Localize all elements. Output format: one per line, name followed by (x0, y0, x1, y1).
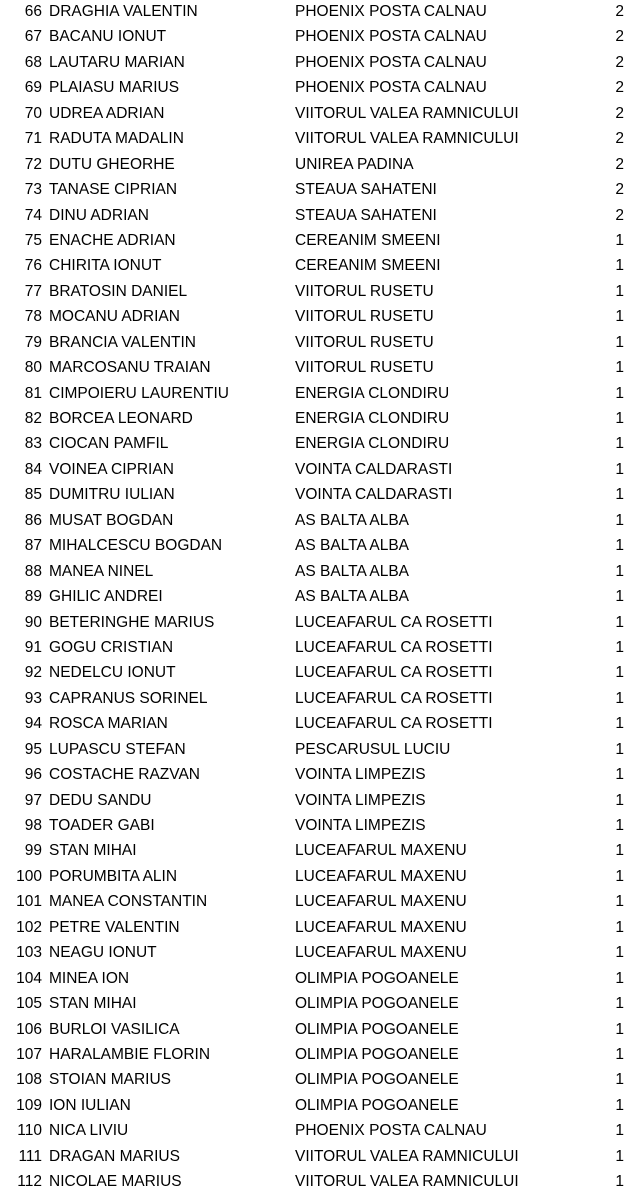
player-name: BETERINGHE MARIUS (49, 613, 215, 631)
club-name: LUCEAFARUL CA ROSETTI (295, 613, 493, 631)
row-number: 111 (18, 1147, 42, 1165)
goals-count: 2 (615, 3, 624, 20)
club-name: CEREANIM SMEENI (295, 257, 441, 275)
row-number: 110 (17, 1122, 42, 1140)
club-name: AS BALTA ALBA (295, 588, 410, 606)
row-number: 106 (16, 1020, 42, 1038)
player-name: MIHALCESCU BOGDAN (49, 537, 223, 555)
club-name: PHOENIX POSTA CALNAU (295, 3, 487, 20)
table-row (0, 24, 634, 49)
row-number: 99 (24, 842, 42, 860)
table-row (0, 0, 634, 24)
row-number: 103 (16, 944, 42, 962)
goals-count: 1 (615, 918, 624, 936)
goals-count: 1 (615, 995, 624, 1013)
player-name: STAN MIHAI (49, 995, 137, 1013)
row-number: 89 (24, 588, 42, 606)
table-row (0, 635, 634, 660)
table-row (0, 152, 634, 177)
row-number: 100 (16, 867, 42, 885)
table-row (0, 457, 634, 482)
club-name: VOINTA LIMPEZIS (295, 791, 426, 809)
table-row (0, 686, 634, 711)
club-name: OLIMPIA POGOANELE (295, 1045, 459, 1063)
row-number: 70 (24, 104, 42, 122)
player-name: TOADER GABI (49, 817, 155, 834)
player-name: PORUMBITA ALIN (49, 867, 178, 885)
table-row (0, 304, 634, 329)
table-row (0, 1093, 634, 1118)
player-name: DRAGHIA VALENTIN (49, 3, 198, 20)
club-name: PESCARUSUL LUCIU (295, 740, 451, 758)
table-row (0, 788, 634, 813)
table-row (0, 838, 634, 863)
player-name: RADUTA MADALIN (49, 130, 184, 148)
player-name: LAUTARU MARIAN (49, 53, 185, 71)
goals-count: 1 (615, 842, 624, 860)
row-number: 91 (24, 638, 42, 656)
club-name: ENERGIA CLONDIRU (295, 410, 450, 427)
goals-count: 1 (615, 1045, 624, 1063)
player-name: BACANU IONUT (49, 28, 167, 46)
table-row (0, 762, 634, 787)
row-number: 68 (24, 53, 42, 71)
goals-count: 2 (615, 79, 624, 97)
goals-count: 1 (615, 664, 624, 682)
goals-count: 1 (615, 486, 624, 504)
table-row (0, 253, 634, 278)
table-row (0, 915, 634, 940)
goals-count: 1 (615, 638, 624, 656)
club-name: VOINTA LIMPEZIS (295, 817, 426, 834)
goals-count: 1 (615, 231, 624, 249)
club-name: VIITORUL RUSETU (295, 333, 434, 351)
club-name: VIITORUL RUSETU (295, 359, 434, 377)
table-row (0, 711, 634, 736)
player-name: ROSCA MARIAN (49, 715, 168, 733)
goals-count: 1 (615, 1147, 624, 1165)
goals-count: 1 (615, 1020, 624, 1038)
player-name: CIMPOIERU LAURENTIU (49, 384, 229, 402)
row-number: 97 (24, 791, 42, 809)
table-row (0, 406, 634, 431)
row-number: 86 (24, 511, 42, 529)
table-row (0, 355, 634, 380)
player-name: BRANCIA VALENTIN (49, 333, 197, 351)
table-row (0, 610, 634, 635)
table-row (0, 1067, 634, 1092)
row-number: 66 (24, 3, 42, 20)
club-name: VOINTA CALDARASTI (295, 460, 453, 478)
row-number: 101 (16, 893, 42, 911)
club-name: VIITORUL VALEA RAMNICULUI (295, 1173, 519, 1191)
goals-count: 1 (615, 766, 624, 784)
goals-count: 1 (615, 384, 624, 402)
row-number: 72 (24, 155, 42, 173)
goals-count: 1 (615, 969, 624, 987)
goals-count: 1 (615, 511, 624, 529)
club-name: PHOENIX POSTA CALNAU (295, 1122, 487, 1140)
club-name: LUCEAFARUL CA ROSETTI (295, 664, 493, 682)
goals-count: 1 (615, 435, 624, 453)
table-row (0, 508, 634, 533)
club-name: LUCEAFARUL MAXENU (295, 842, 467, 860)
row-number: 92 (24, 664, 42, 682)
goals-count: 1 (615, 282, 624, 300)
row-number: 95 (24, 740, 42, 758)
goals-count: 1 (615, 893, 624, 911)
row-number: 77 (24, 282, 42, 300)
goals-count: 2 (615, 53, 624, 71)
player-name: DINU ADRIAN (49, 206, 149, 224)
club-name: LUCEAFARUL MAXENU (295, 867, 467, 885)
club-name: OLIMPIA POGOANELE (295, 1096, 459, 1114)
table-row (0, 279, 634, 304)
player-name: MANEA NINEL (49, 562, 154, 580)
table-row (0, 889, 634, 914)
row-number: 105 (16, 995, 42, 1013)
club-name: VIITORUL VALEA RAMNICULUI (295, 1147, 519, 1165)
player-name: ENACHE ADRIAN (49, 231, 176, 249)
table-row (0, 940, 634, 965)
club-name: LUCEAFARUL CA ROSETTI (295, 715, 493, 733)
table-row (0, 864, 634, 889)
goals-count: 2 (615, 206, 624, 224)
club-name: VIITORUL VALEA RAMNICULUI (295, 104, 519, 122)
row-number: 90 (24, 613, 42, 631)
player-name: BORCEA LEONARD (49, 410, 193, 427)
club-name: OLIMPIA POGOANELE (295, 1020, 459, 1038)
table-row (0, 1017, 634, 1042)
row-number: 80 (24, 359, 42, 377)
player-name: MARCOSANU TRAIAN (49, 359, 211, 377)
goals-count: 2 (615, 181, 624, 199)
club-name: PHOENIX POSTA CALNAU (295, 79, 487, 97)
table-row (0, 101, 634, 126)
player-name: GHILIC ANDREI (49, 588, 163, 606)
player-name: DRAGAN MARIUS (49, 1147, 180, 1165)
table-row (0, 228, 634, 253)
row-number: 102 (16, 918, 42, 936)
player-name: NEDELCU IONUT (49, 664, 176, 682)
goals-count: 2 (615, 130, 624, 148)
row-number: 87 (24, 537, 42, 555)
row-number: 104 (16, 969, 42, 987)
table-row (0, 966, 634, 991)
goals-count: 2 (615, 104, 624, 122)
goals-count: 1 (615, 1173, 624, 1191)
row-number: 82 (24, 410, 42, 427)
table-row (0, 991, 634, 1016)
row-number: 81 (24, 384, 42, 402)
player-name: PLAIASU MARIUS (49, 79, 180, 97)
goals-count: 1 (615, 1122, 624, 1140)
player-name: TANASE CIPRIAN (49, 181, 178, 199)
goals-count: 1 (615, 740, 624, 758)
goals-count: 1 (615, 791, 624, 809)
player-name: NICA LIVIU (49, 1122, 129, 1140)
player-name: NEAGU IONUT (49, 944, 157, 962)
row-number: 96 (24, 766, 42, 784)
goals-count: 1 (615, 867, 624, 885)
player-name: DUTU GHEORHE (49, 155, 175, 173)
club-name: ENERGIA CLONDIRU (295, 384, 450, 402)
table-row (0, 1144, 634, 1169)
goals-count: 1 (615, 410, 624, 427)
club-name: LUCEAFARUL CA ROSETTI (295, 689, 493, 707)
table-row (0, 50, 634, 75)
row-number: 84 (24, 460, 42, 478)
club-name: VIITORUL VALEA RAMNICULUI (295, 130, 519, 148)
goals-count: 1 (615, 944, 624, 962)
goals-count: 1 (615, 257, 624, 275)
player-name: LUPASCU STEFAN (49, 740, 186, 758)
table-row (0, 1169, 634, 1194)
row-number: 67 (24, 28, 42, 46)
club-name: AS BALTA ALBA (295, 562, 410, 580)
row-number: 107 (16, 1045, 42, 1063)
table-row (0, 1042, 634, 1067)
player-name: VOINEA CIPRIAN (49, 460, 174, 478)
club-name: VIITORUL RUSETU (295, 308, 434, 326)
club-name: OLIMPIA POGOANELE (295, 969, 459, 987)
club-name: PHOENIX POSTA CALNAU (295, 28, 487, 46)
club-name: STEAUA SAHATENI (295, 206, 437, 224)
club-name: LUCEAFARUL MAXENU (295, 918, 467, 936)
goals-count: 1 (615, 1071, 624, 1089)
table-row (0, 584, 634, 609)
table-row (0, 126, 634, 151)
player-name: MOCANU ADRIAN (49, 308, 180, 326)
table-row (0, 1118, 634, 1143)
goals-count: 1 (615, 537, 624, 555)
club-name: AS BALTA ALBA (295, 511, 410, 529)
goals-count: 2 (615, 28, 624, 46)
player-name: BURLOI VASILICA (49, 1020, 180, 1038)
row-number: 108 (16, 1071, 42, 1089)
row-number: 76 (24, 257, 42, 275)
row-number: 69 (24, 79, 42, 97)
club-name: UNIREA PADINA (295, 155, 414, 173)
goals-count: 1 (615, 1096, 624, 1114)
row-number: 98 (24, 817, 42, 834)
row-number: 83 (24, 435, 42, 453)
table-row (0, 813, 634, 838)
table-row (0, 330, 634, 355)
table-row (0, 533, 634, 558)
table-row (0, 177, 634, 202)
table-row (0, 559, 634, 584)
row-number: 85 (24, 486, 42, 504)
table-row (0, 381, 634, 406)
player-name: HARALAMBIE FLORIN (49, 1045, 211, 1063)
player-name: NICOLAE MARIUS (49, 1173, 182, 1191)
table-row (0, 660, 634, 685)
table-row (0, 431, 634, 456)
goals-count: 1 (615, 460, 624, 478)
table-row (0, 737, 634, 762)
player-name: MINEA ION (49, 969, 130, 987)
row-number: 71 (24, 130, 42, 148)
row-number: 112 (17, 1173, 42, 1191)
player-name: UDREA ADRIAN (49, 104, 165, 122)
goals-count: 2 (615, 155, 624, 173)
player-name: CAPRANUS SORINEL (49, 689, 208, 707)
club-name: PHOENIX POSTA CALNAU (295, 53, 487, 71)
player-name: PETRE VALENTIN (49, 918, 180, 936)
row-number: 78 (24, 308, 42, 326)
goals-count: 1 (615, 359, 624, 377)
player-name: COSTACHE RAZVAN (49, 766, 200, 784)
club-name: CEREANIM SMEENI (295, 231, 441, 249)
club-name: VOINTA CALDARASTI (295, 486, 453, 504)
club-name: VIITORUL RUSETU (295, 282, 434, 300)
row-number: 109 (16, 1096, 42, 1114)
player-name: ION IULIAN (49, 1096, 131, 1114)
row-number: 94 (24, 715, 42, 733)
table-row (0, 75, 634, 100)
goals-count: 1 (615, 689, 624, 707)
goals-count: 1 (615, 613, 624, 631)
row-number: 93 (24, 689, 42, 707)
goals-count: 1 (615, 308, 624, 326)
player-name: STOIAN MARIUS (49, 1071, 172, 1089)
club-name: LUCEAFARUL MAXENU (295, 893, 467, 911)
player-name: BRATOSIN DANIEL (49, 282, 188, 300)
club-name: ENERGIA CLONDIRU (295, 435, 450, 453)
player-name: MUSAT BOGDAN (49, 511, 174, 529)
goals-count: 1 (615, 588, 624, 606)
player-name: DUMITRU IULIAN (49, 486, 175, 504)
row-number: 74 (24, 206, 42, 224)
club-name: VOINTA LIMPEZIS (295, 766, 426, 784)
row-number: 79 (24, 333, 42, 351)
goals-count: 1 (615, 715, 624, 733)
club-name: LUCEAFARUL CA ROSETTI (295, 638, 493, 656)
club-name: STEAUA SAHATENI (295, 181, 437, 199)
player-name: GOGU CRISTIAN (49, 638, 174, 656)
row-number: 88 (24, 562, 42, 580)
goals-count: 1 (615, 817, 624, 834)
goals-count: 1 (615, 562, 624, 580)
row-number: 75 (24, 231, 42, 249)
player-name: CIOCAN PAMFIL (49, 435, 169, 453)
table-row (0, 482, 634, 507)
club-name: OLIMPIA POGOANELE (295, 995, 459, 1013)
player-name: CHIRITA IONUT (49, 257, 162, 275)
club-name: OLIMPIA POGOANELE (295, 1071, 459, 1089)
player-name: DEDU SANDU (49, 791, 152, 809)
player-name: STAN MIHAI (49, 842, 137, 860)
club-name: AS BALTA ALBA (295, 537, 410, 555)
row-number: 73 (24, 181, 42, 199)
club-name: LUCEAFARUL MAXENU (295, 944, 467, 962)
player-name: MANEA CONSTANTIN (49, 893, 208, 911)
table-row (0, 203, 634, 228)
goals-count: 1 (615, 333, 624, 351)
